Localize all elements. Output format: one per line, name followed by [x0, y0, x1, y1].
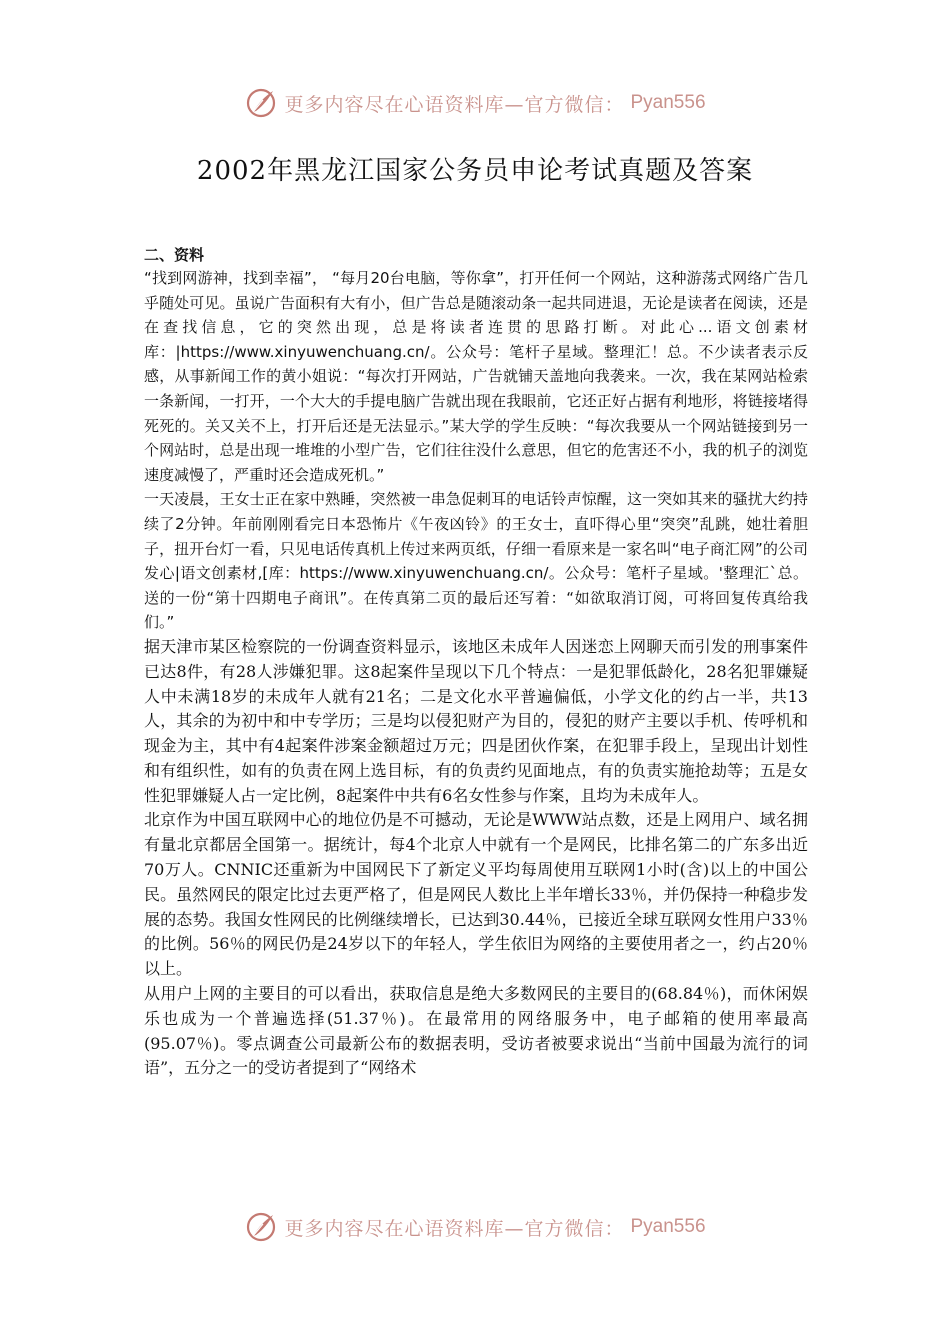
watermark-text: 更多内容尽在心语资料库—官方微信：: [284, 93, 625, 116]
document-title: 2002年黑龙江国家公务员申论考试真题及答案: [196, 156, 754, 186]
watermark-wechat-id: Pyan556: [630, 1216, 706, 1237]
paragraph-3: 据天津市某区检察院的一份调查资料显示，该地区未成年人因迷恋上网聊天而引发的刑事案件已达8件，有28人涉嫌犯罪。这8起案件呈现以下几个特点：一是犯罪低龄化，28名犯罪嫌疑人中未满18岁的未成年人就有21名；二是文化水平普遍偏低，小学文化的约占一半，共13人，其余的为初中和中专学历；三是均以侵犯财产为目的，侵犯的财产主要以手机、传呼机和现金为主，其中有4起案件涉案金额超过万元；四是团伙作案，在犯罪手段上，呈现出计划性和有组织性，如有的负责在网上选目标，有的负责约见面地点，有的负责实施抢劫等；五是女性犯罪嫌疑人占一定比例，8起案件中共有6名女性参与作案，且均为未成年人。: [144, 636, 808, 805]
paragraph-4: 北京作为中国互联网中心的地位仍是不可撼动，无论是WWW站点数，还是上网用户、域名拥有量北京都居全国第一。据统计，每4个北京人中就有一个是网民，比排名第二的广东多出近70万人。CNNIC还重新为中国网民下了新定义平均每周使用互联网1小时(含)以上的中国公民。虽然网民的限定比过去更严格了，但是网民人数比上半年增长33％，并仍保持一种稳步发展的态势。我国女性网民的比例继续增长，已达到30.44％，已接近全球互联网女性用户33％的比例。56％的网民仍是24岁以下的年轻人，学生依旧为网络的主要使用者之一，约占20％以上。: [144, 810, 808, 979]
section-heading: 二、资料: [144, 246, 205, 264]
paragraph-5: 从用户上网的主要目的可以看出，获取信息是绝大多数网民的主要目的(68.84％)，而休闲娱乐也成为一个普遍选择(51.37％)。在最常用的网络服务中，电子邮箱的使用率最高(95.07％)。零点调查公司最新公布的数据表明，受访者被要求说出“当前中国最为流行的词语”，五分之一的受访者提到了“网络术: [144, 984, 808, 1078]
watermark-wechat-id: Pyan556: [630, 92, 706, 113]
feather-pen-logo-icon: [244, 1210, 278, 1244]
watermark-header: [0, 86, 950, 120]
document-body: [144, 244, 808, 1081]
feather-pen-logo-icon: [244, 86, 278, 120]
watermark-footer: [0, 1210, 950, 1244]
paragraph-1: “找到网游神，找到幸福”， “每月20台电脑，等你拿”，打开任何一个网站，这种游荡式网络广告几乎随处可见。虽说广告面积有大有小，但广告总是随滚动条一起共同进退，无论是读者在阅读，还是在查找信息，它的突然出现，总是将读者连贯的思路打断。对此心...语文创素材库：|https://www.xinyuwenchuang.cn/。公众号：笔杆子星域。整理汇！总。不少读者表示反感，从事新闻工作的黄小姐说：“每次打开网站，广告就铺天盖地向我袭来。一次，我在某网站检索一条新闻，一打开，一个大大的手提电脑广告就出现在我眼前，它还正好占据有利地形，将链接堵得死死的。关又关不上，打开后还是无法显示。”某大学的学生反映：“每次我要从一个网站链接到另一个网站时，总是出现一堆堆的小型广告，它们往往没什么意思，但它的危害还不小，我的机子的浏览速度减慢了，严重时还会造成死机。”: [144, 269, 808, 484]
paragraph-2: 一天凌晨，王女士正在家中熟睡，突然被一串急促刺耳的电话铃声惊醒，这一突如其来的骚扰大约持续了2分钟。年前刚刚看完日本恐怖片《午夜凶铃》的王女士，直吓得心里“突突”乱跳，她壮着胆子，扭开台灯一看，只见电话传真机上传过来两页纸，仔细一看原来是一家名叫“电子商汇网”的公司发心|语文创素材,[库：https://www.xinyuwenchuang.cn/。公众号：笔杆子星域。'整理汇`总。送的一份“第十四期电子商讯”。在传真第二页的最后还写着：“如欲取消订阅，可将回复传真给我们。”: [144, 490, 808, 632]
watermark-text: 更多内容尽在心语资料库—官方微信：: [284, 1217, 625, 1240]
